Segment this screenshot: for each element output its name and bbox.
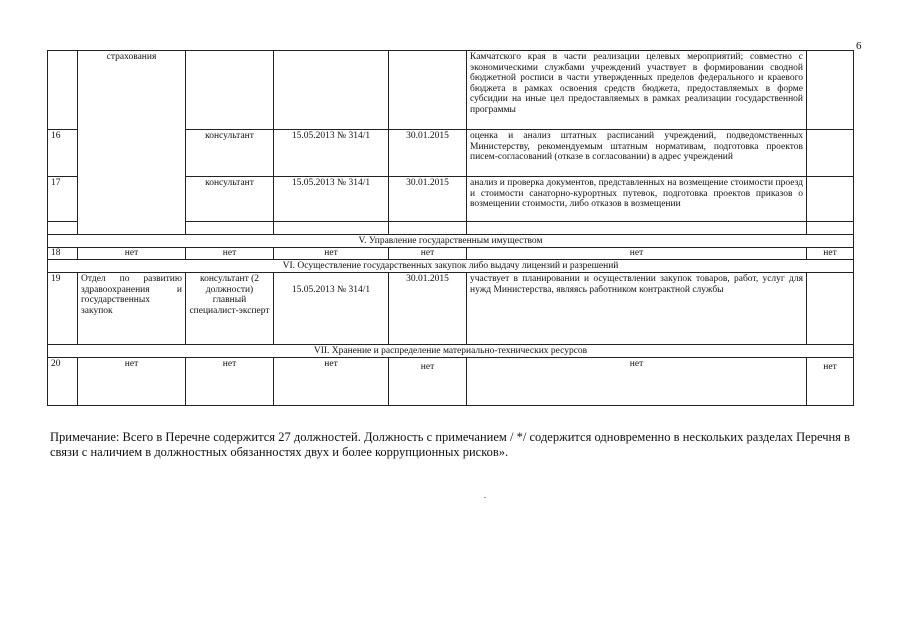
cell-note: нет — [807, 358, 854, 406]
footnote: Примечание: Всего в Перечне содержится 27 должностей. Должность с примечанием / */ содержится одновременно в нескольких разделах Перечня в связи с наличием в должностных обязанностях двух и более коррупционных рисков». — [50, 429, 850, 459]
cell-duties: Камчатского края в части реализации целевых мероприятий; совместно с экономическими службами учреждений участвует в формировании сводной бюджетной росписи в части утвержденных пределов федерального и краевого бюджета в рамках освоения средств бюджета, предоставляемых в форме субсидии на иные цел предоставляемых в рамках реализации государственной программы — [467, 51, 807, 130]
cell-order — [274, 51, 389, 130]
table-row-18 — [48, 248, 854, 260]
cell-num: 17 — [48, 177, 78, 222]
cell-note — [807, 130, 854, 177]
cell-num: 16 — [48, 130, 78, 177]
positions-table — [47, 50, 854, 406]
cell-duties: нет — [467, 248, 807, 260]
table-row-19 — [48, 273, 854, 345]
section-row-6 — [48, 260, 854, 273]
cell-note — [807, 177, 854, 222]
table-row-continuation — [48, 51, 854, 130]
cell-note — [807, 273, 854, 345]
cell-order: нет — [274, 358, 389, 406]
cell-date — [389, 51, 467, 130]
cell-date: 30.01.2015 — [389, 273, 467, 345]
page-number: 6 — [856, 40, 862, 52]
cell-note: нет — [807, 248, 854, 260]
cell-duties: нет — [467, 358, 807, 406]
cell-num — [48, 222, 78, 235]
cell-order: 15.05.2013 № 314/1 — [274, 273, 389, 345]
cell-org: страхования — [78, 51, 186, 235]
cell-note — [807, 51, 854, 130]
section-title: V. Управление государственным имуществом — [48, 235, 854, 248]
scan-speck — [484, 497, 486, 498]
cell-position — [186, 222, 274, 235]
cell-position: нет — [186, 248, 274, 260]
section-title: VI. Осуществление государственных закупок либо выдачу лицензий и разрешений — [48, 260, 854, 273]
cell-date — [389, 222, 467, 235]
cell-date: 30.01.2015 — [389, 130, 467, 177]
cell-duties: участвует в планировании и осуществлении закупок товаров, работ, услуг для нужд Министерства, являясь работником контрактной службы — [467, 273, 807, 345]
cell-position: консультант — [186, 177, 274, 222]
cell-order: нет — [274, 248, 389, 260]
cell-org: Отдел по развитию здравоохранения и государственных закупок — [78, 273, 186, 345]
cell-duties — [467, 222, 807, 235]
cell-date: 30.01.2015 — [389, 177, 467, 222]
section-row-7 — [48, 345, 854, 358]
cell-order — [274, 222, 389, 235]
cell-position — [186, 51, 274, 130]
cell-position: нет — [186, 358, 274, 406]
cell-order: 15.05.2013 № 314/1 — [274, 177, 389, 222]
cell-duties: анализ и проверка документов, представленных на возмещение стоимости проезд и стоимости санаторно-курортных путевок, подготовка проектов приказов о возмещении стоимости, либо отказов в возмещении — [467, 177, 807, 222]
cell-date: нет — [389, 358, 467, 406]
cell-position: консультант (2 должности) главный специалист-эксперт — [186, 273, 274, 345]
table-row-20 — [48, 358, 854, 406]
cell-org: нет — [78, 358, 186, 406]
cell-date: нет — [389, 248, 467, 260]
cell-num — [48, 51, 78, 130]
cell-duties: оценка и анализ штатных расписаний учреждений, подведомственных Министерству, рекомендуемым штатным нормативам, подготовка проектов писем-согласований (отказе в согласовании) в адрес учреждений — [467, 130, 807, 177]
cell-order: 15.05.2013 № 314/1 — [274, 130, 389, 177]
section-title: VII. Хранение и распределение материально-технических ресурсов — [48, 345, 854, 358]
cell-num: 19 — [48, 273, 78, 345]
cell-position: консультант — [186, 130, 274, 177]
cell-note — [807, 222, 854, 235]
cell-num: 18 — [48, 248, 78, 260]
cell-num: 20 — [48, 358, 78, 406]
cell-org: нет — [78, 248, 186, 260]
section-row-5 — [48, 235, 854, 248]
